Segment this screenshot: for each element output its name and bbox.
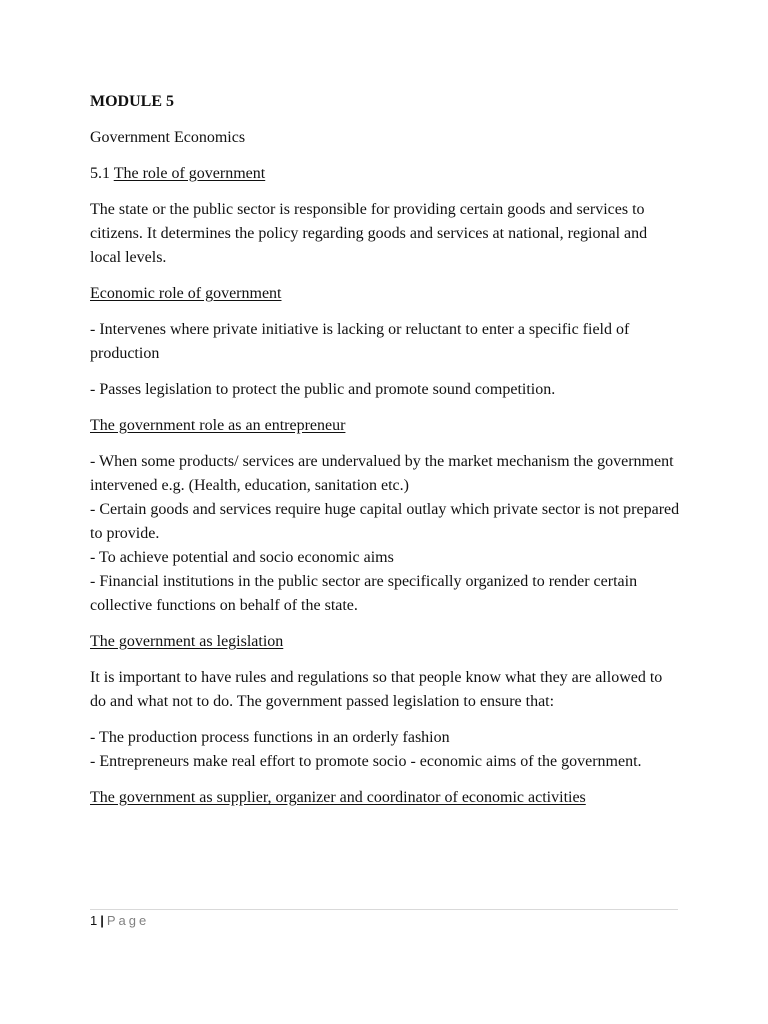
- legislation-points: [90, 726, 682, 774]
- supplier-heading-block: [90, 786, 682, 810]
- economic-role-heading: Economic role of government: [90, 285, 282, 302]
- page-number: 1: [90, 913, 98, 928]
- supplier-heading: The government as supplier, organizer and coordinator of economic activities: [90, 789, 586, 806]
- entrepreneur-point: - Financial institutions in the public sector are specifically organized to render certain collective functions on behalf of the state.: [90, 573, 638, 614]
- document-subtitle: Government Economics: [90, 129, 246, 146]
- intro-paragraph: The state or the public sector is responsible for providing certain goods and services to citizens. It determines the policy regarding goods and services at national, regional and local levels.: [90, 201, 648, 266]
- economic-role-point: - Intervenes where private initiative is lacking or reluctant to enter a specific field of production: [90, 321, 630, 362]
- section-heading: [90, 162, 682, 186]
- entrepreneur-heading-block: [90, 414, 682, 438]
- entrepreneur-heading: The government role as an entrepreneur: [90, 417, 346, 434]
- legislation-point: - Entrepreneurs make real effort to promote socio - economic aims of the government.: [90, 753, 642, 770]
- section-title: The role of government: [113, 165, 266, 182]
- footer-separator: |: [100, 913, 104, 928]
- legislation-point: - The production process functions in an orderly fashion: [90, 729, 450, 746]
- legislation-intro: It is important to have rules and regulations so that people know what they are allowed to do and what not to do. The government passed legislation to ensure that:: [90, 669, 663, 710]
- entrepreneur-point: - When some products/ services are undervalued by the market mechanism the government intervened e.g. (Health, education, sanitation etc.): [90, 453, 674, 494]
- entrepreneur-point: - Certain goods and services require huge capital outlay which private sector is not prepared to provide.: [90, 501, 680, 542]
- page-label: Page: [106, 913, 150, 928]
- economic-role-heading-block: [90, 282, 682, 306]
- legislation-heading: The government as legislation: [90, 633, 284, 650]
- module-title: MODULE 5: [90, 93, 174, 110]
- page-footer: [90, 909, 678, 930]
- legislation-heading-block: [90, 630, 682, 654]
- entrepreneur-point: - To achieve potential and socio economic aims: [90, 549, 394, 566]
- section-number: 5.1: [90, 165, 110, 182]
- entrepreneur-points: [90, 450, 682, 618]
- document-body: [90, 90, 682, 822]
- economic-role-point: - Passes legislation to protect the public and promote sound competition.: [90, 381, 556, 398]
